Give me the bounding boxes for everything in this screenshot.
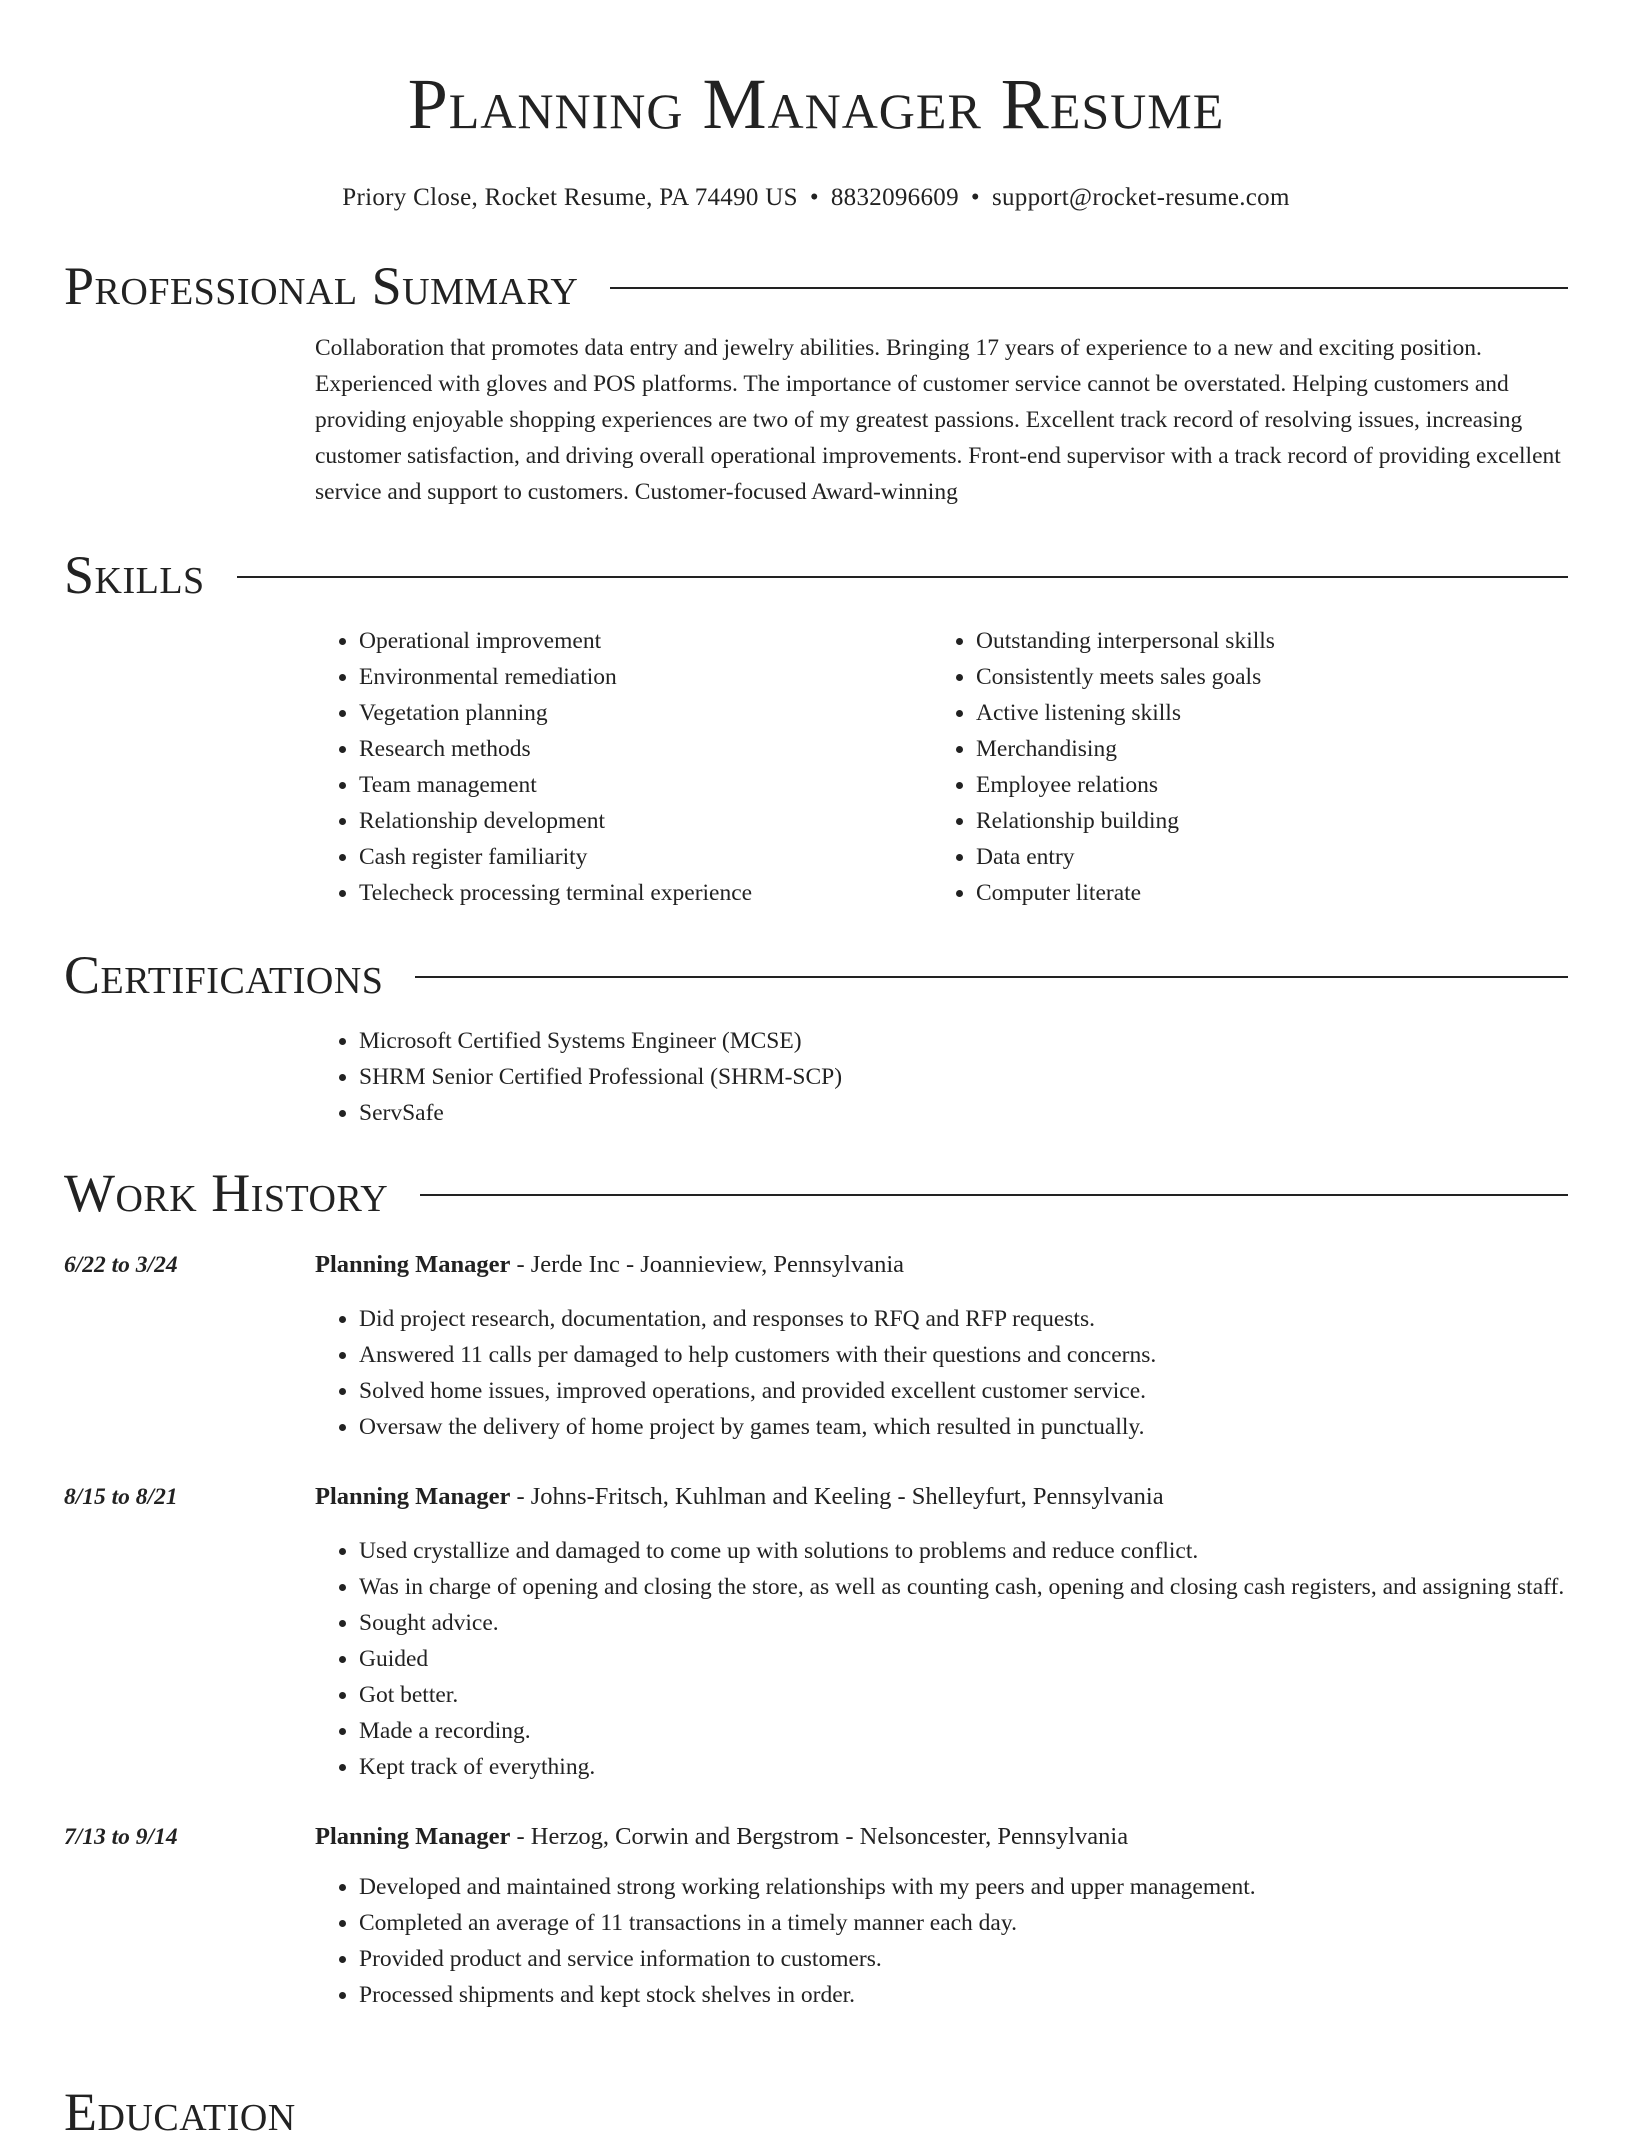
section-header	[64, 943, 1568, 1007]
certifications-list	[315, 1023, 1568, 1131]
job-bullet: • Kept track of everything.	[359, 1749, 1568, 1785]
section-divider	[415, 976, 1568, 978]
job-entry	[64, 1819, 1568, 2013]
contact-email: support@rocket-resume.com	[991, 184, 1290, 211]
job-bullet: • Sought advice.	[359, 1605, 1568, 1641]
skill-item: • Data entry	[976, 839, 1549, 875]
skill-item: • Team management	[359, 767, 932, 803]
skill-item: • Outstanding interpersonal skills	[976, 623, 1549, 659]
contact-line	[64, 182, 1568, 214]
contact-phone: 8832096609	[830, 184, 959, 211]
job-role: Planning Manager	[315, 1251, 511, 1278]
job-bullet: • Solved home issues, improved operations, and provided excellent customer service.	[359, 1373, 1568, 1409]
section-divider	[420, 1194, 1568, 1196]
job-bullet: • Got better.	[359, 1677, 1568, 1713]
section-header	[64, 1161, 1568, 1225]
job-heading	[315, 1479, 1568, 1515]
skill-item: • Employee relations	[976, 767, 1549, 803]
job-role: Planning Manager	[315, 1483, 511, 1510]
skill-item: • Environmental remediation	[359, 659, 932, 695]
job-company: - Herzog, Corwin and Bergstrom - Nelsoncester, Pennsylvania	[510, 1823, 1129, 1850]
job-dates: 6/22 to 3/24	[64, 1252, 178, 1278]
skill-item: • Merchandising	[976, 731, 1549, 767]
section-header	[64, 254, 1568, 318]
job-company: - Johns-Fritsch, Kuhlman and Keeling - Shelleyfurt, Pennsylvania	[510, 1483, 1164, 1510]
certification-item: • Microsoft Certified Systems Engineer (MCSE)	[359, 1023, 1568, 1059]
job-bullet: • Answered 11 calls per damaged to help customers with their questions and concerns.	[359, 1337, 1568, 1373]
job-bullet: • Did project research, documentation, and responses to RFQ and RFP requests.	[359, 1301, 1568, 1337]
skill-item: • Relationship development	[359, 803, 932, 839]
job-entry	[64, 1479, 1568, 1785]
job-heading	[315, 1247, 1568, 1283]
certification-item: • SHRM Senior Certified Professional (SHRM-SCP)	[359, 1059, 1568, 1095]
section-title: Skills	[64, 545, 205, 605]
job-dates: 8/15 to 8/21	[64, 1484, 178, 1510]
skill-item: • Cash register familiarity	[359, 839, 932, 875]
skills-grid	[315, 623, 1568, 911]
section-header	[64, 543, 1568, 607]
job-bullet: • Processed shipments and kept stock shelves in order.	[359, 1977, 1568, 2013]
job-bullet: • Was in charge of opening and closing the store, as well as counting cash, opening and closing cash registers, and assigning staff.	[359, 1569, 1568, 1605]
contact-separator: •	[809, 184, 819, 211]
job-dates: 7/13 to 9/14	[64, 1824, 178, 1850]
summary-text: Collaboration that promotes data entry and jewelry abilities. Bringing 17 years of experience to a new and exciting position. Experienced with gloves and POS platforms. The importance of customer service cannot be overstated. Helping customers and providing enjoyable shopping experiences are two of my greatest passions. Excellent track record of resolving issues, increasing customer satisfaction, and driving overall operational improvements. Front-end supervisor with a track record of providing excellent service and support to customers. Customer-focused Award-winning	[315, 335, 1561, 505]
certification-item: • ServSafe	[359, 1095, 1568, 1131]
job-bullet: • Used crystallize and damaged to come up with solutions to problems and reduce conflict.	[359, 1533, 1568, 1569]
section-skills	[64, 543, 1568, 911]
contact-address: Priory Close, Rocket Resume, PA 74490 US	[342, 184, 798, 211]
job-heading	[315, 1819, 1568, 1855]
skill-item: • Telecheck processing terminal experience	[359, 875, 932, 911]
skill-item: • Operational improvement	[359, 623, 932, 659]
section-certifications	[64, 943, 1568, 1131]
skill-item: • Active listening skills	[976, 695, 1549, 731]
skills-column-right	[932, 623, 1549, 911]
section-divider	[237, 576, 1568, 578]
section-header	[64, 2080, 1568, 2144]
job-bullet: • Provided product and service information to customers.	[359, 1941, 1568, 1977]
skill-item: • Computer literate	[976, 875, 1549, 911]
job-bullet: • Oversaw the delivery of home project by games team, which resulted in punctually.	[359, 1409, 1568, 1445]
section-work-history	[64, 1161, 1568, 2013]
skill-item: • Relationship building	[976, 803, 1549, 839]
job-bullet: • Made a recording.	[359, 1713, 1568, 1749]
contact-separator: •	[970, 184, 980, 211]
section-professional-summary	[64, 254, 1568, 510]
resume-page	[64, 0, 1568, 2142]
job-role: Planning Manager	[315, 1823, 511, 1850]
section-title: Education	[64, 2082, 296, 2142]
job-bullet: • Developed and maintained strong working relationships with my peers and upper management.	[359, 1869, 1568, 1905]
section-divider	[610, 287, 1568, 289]
section-title: Work History	[64, 1163, 389, 1223]
job-company: - Jerde Inc - Joannieview, Pennsylvania	[510, 1251, 905, 1278]
skill-item: • Vegetation planning	[359, 695, 932, 731]
skills-column-left	[315, 623, 932, 911]
section-title: Professional Summary	[64, 256, 579, 316]
section-education	[64, 2080, 1568, 2144]
job-entry	[64, 1247, 1568, 1445]
resume-title: Planning Manager Resume	[407, 64, 1225, 144]
skill-item: • Consistently meets sales goals	[976, 659, 1549, 695]
section-title: Certifications	[64, 945, 384, 1005]
job-bullet: • Guided	[359, 1641, 1568, 1677]
job-bullet: • Completed an average of 11 transactions in a timely manner each day.	[359, 1905, 1568, 1941]
skill-item: • Research methods	[359, 731, 932, 767]
